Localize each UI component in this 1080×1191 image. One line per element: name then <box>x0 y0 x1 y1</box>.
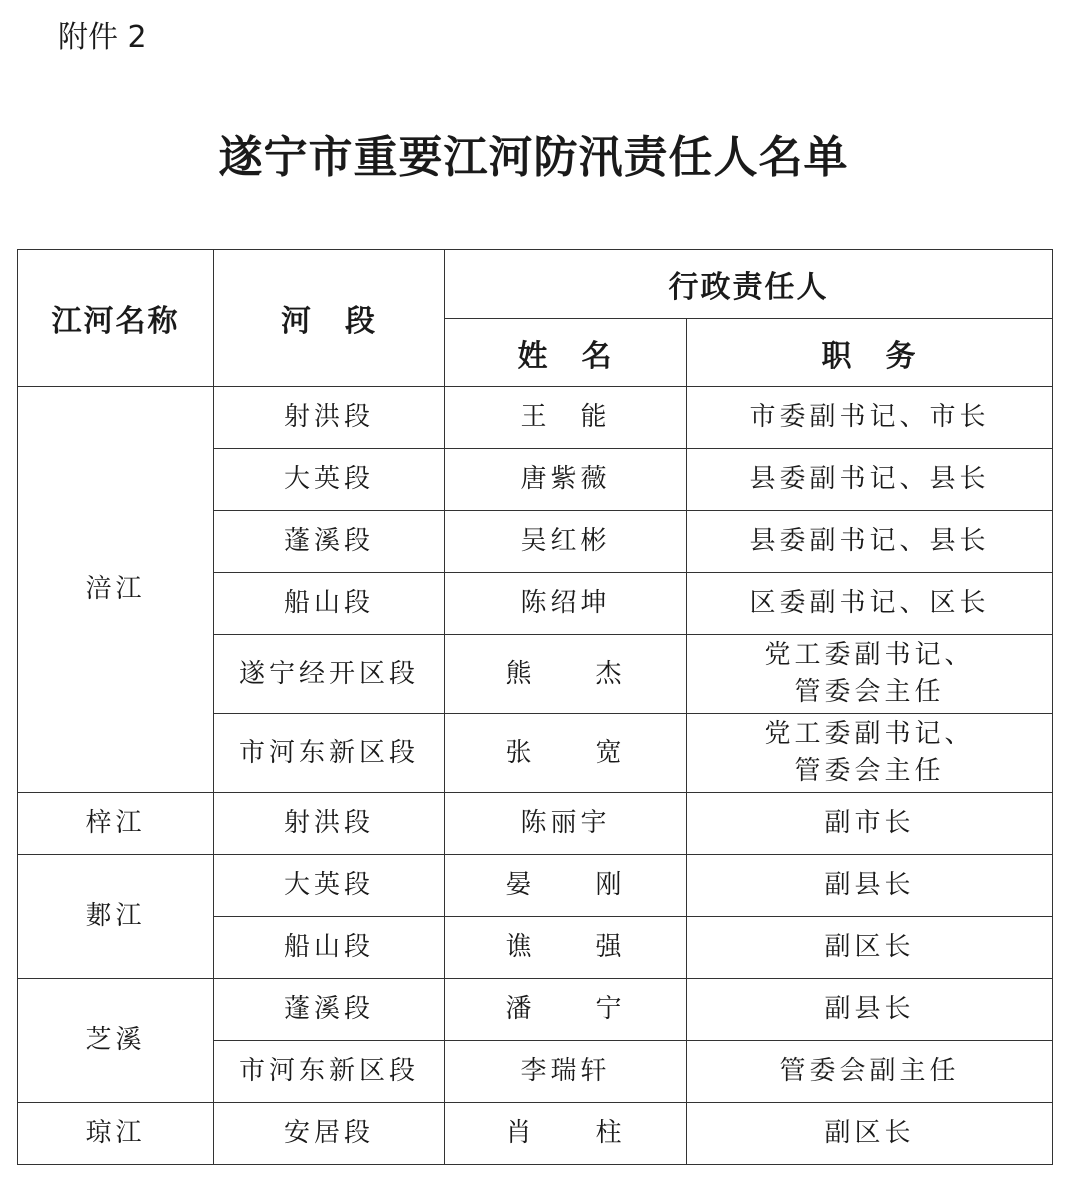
position-text: 副县长 <box>824 994 915 1024</box>
table-row <box>18 979 1053 1041</box>
name-cell: 王 能 <box>445 387 687 449</box>
header-name: 姓 名 <box>445 319 687 387</box>
name-cell: 谯 强 <box>445 917 687 979</box>
river-name-cell: 涪江 <box>18 387 214 793</box>
position-cell <box>687 714 1053 793</box>
name-cell: 张 宽 <box>445 714 687 793</box>
position-cell <box>687 635 1053 714</box>
position-text: 党工委副书记、 管委会主任 <box>764 640 975 707</box>
section-cell: 蓬溪段 <box>214 511 445 573</box>
section-cell: 市河东新区段 <box>214 1041 445 1103</box>
position-text: 党工委副书记、 管委会主任 <box>764 719 975 786</box>
section-cell: 射洪段 <box>214 387 445 449</box>
header-river-name: 江河名称 <box>18 250 214 387</box>
section-cell: 大英段 <box>214 449 445 511</box>
table-row <box>18 1103 1053 1165</box>
name-cell: 李瑞轩 <box>445 1041 687 1103</box>
position-text: 区委副书记、区长 <box>749 588 990 618</box>
document-title: 遂宁市重要江河防汛责任人名单 <box>218 132 849 183</box>
river-name-cell: 琼江 <box>18 1103 214 1165</box>
position-cell <box>687 387 1053 449</box>
section-cell: 蓬溪段 <box>214 979 445 1041</box>
name-cell: 熊 杰 <box>445 635 687 714</box>
attachment-label: 附件 2 <box>58 20 147 55</box>
section-cell: 安居段 <box>214 1103 445 1165</box>
section-cell: 射洪段 <box>214 793 445 855</box>
position-cell <box>687 1103 1053 1165</box>
section-cell: 遂宁经开区段 <box>214 635 445 714</box>
river-name-cell: 梓江 <box>18 793 214 855</box>
name-cell: 陈绍坤 <box>445 573 687 635</box>
header-admin-responsible: 行政责任人 <box>445 250 1053 319</box>
position-text: 管委会副主任 <box>779 1056 960 1086</box>
position-cell <box>687 793 1053 855</box>
position-cell <box>687 449 1053 511</box>
name-cell: 潘 宁 <box>445 979 687 1041</box>
position-cell <box>687 979 1053 1041</box>
section-cell: 大英段 <box>214 855 445 917</box>
name-cell: 唐紫薇 <box>445 449 687 511</box>
table-header <box>18 250 1053 387</box>
position-text: 副县长 <box>824 870 915 900</box>
table-row <box>18 793 1053 855</box>
position-cell <box>687 511 1053 573</box>
name-cell: 晏 刚 <box>445 855 687 917</box>
table-body <box>18 387 1053 1165</box>
section-cell: 船山段 <box>214 917 445 979</box>
position-text: 副区长 <box>824 932 915 962</box>
position-text: 市委副书记、市长 <box>749 402 990 432</box>
position-text: 副市长 <box>824 808 915 838</box>
position-cell <box>687 1041 1053 1103</box>
position-text: 副区长 <box>824 1118 915 1148</box>
position-cell <box>687 573 1053 635</box>
position-text: 县委副书记、县长 <box>749 464 990 494</box>
position-cell <box>687 855 1053 917</box>
name-cell: 肖 柱 <box>445 1103 687 1165</box>
river-name-cell: 芝溪 <box>18 979 214 1103</box>
name-cell: 陈丽宇 <box>445 793 687 855</box>
section-cell: 船山段 <box>214 573 445 635</box>
flood-control-roster-table <box>17 249 1053 1165</box>
header-section: 河 段 <box>214 250 445 387</box>
position-text: 县委副书记、县长 <box>749 526 990 556</box>
header-position: 职 务 <box>687 319 1053 387</box>
river-name-cell: 郪江 <box>18 855 214 979</box>
table-row <box>18 855 1053 917</box>
table-row <box>18 387 1053 449</box>
name-cell: 吴红彬 <box>445 511 687 573</box>
position-cell <box>687 917 1053 979</box>
section-cell: 市河东新区段 <box>214 714 445 793</box>
